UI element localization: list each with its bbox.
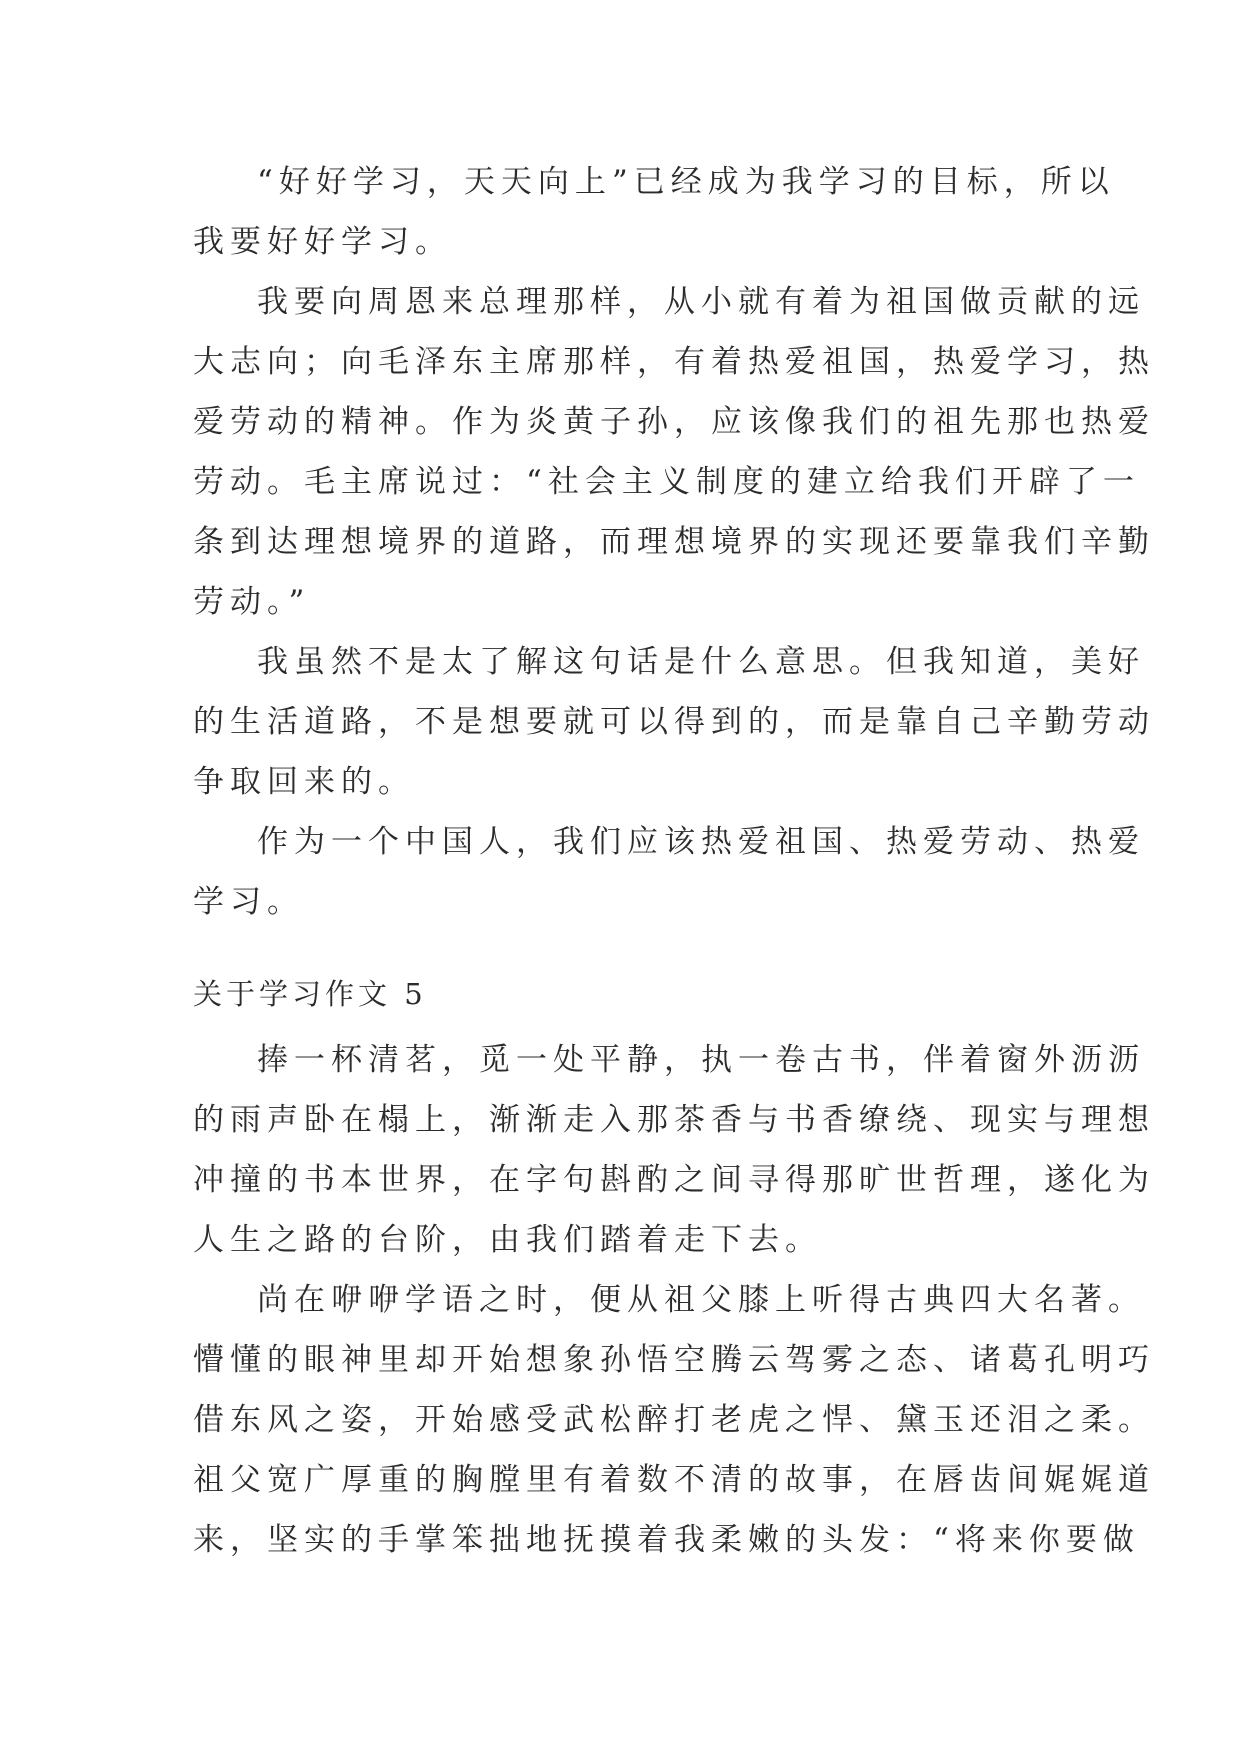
- text-line: 来，坚实的手掌笨拙地抚摸着我柔嫩的头发：“将来你要做: [193, 1522, 1140, 1558]
- section-heading: 关于学习作文 5: [193, 977, 427, 1011]
- paragraph: [193, 632, 1155, 812]
- paragraph: [193, 1030, 1155, 1270]
- text-line: 冲撞的书本世界，在字句斟酌之间寻得那旷世哲理，遂化为: [193, 1162, 1155, 1198]
- text-line: 的生活道路，不是想要就可以得到的，而是靠自己辛勤劳动: [193, 704, 1155, 740]
- text-line: 爱劳动的精神。作为炎黄子孙，应该像我们的祖先那也热爱: [193, 404, 1155, 440]
- text-line: “好好学习，天天向上”已经成为我学习的目标，所以: [257, 164, 1115, 200]
- text-line: 劳动。毛主席说过：“社会主义制度的建立给我们开辟了一: [193, 464, 1140, 500]
- paragraph: [193, 812, 1145, 932]
- text-line: 大志向；向毛泽东主席那样，有着热爱祖国，热爱学习，热: [193, 344, 1155, 380]
- text-line: 的雨声卧在榻上，渐渐走入那茶香与书香缭绕、现实与理想: [193, 1102, 1155, 1138]
- text-line: 我要好好学习。: [193, 224, 452, 260]
- text-line: 我虽然不是太了解这句话是什么意思。但我知道，美好: [257, 644, 1145, 680]
- text-line: 劳动。”: [193, 584, 311, 620]
- paragraph: [193, 152, 1115, 272]
- text-line: 懵懂的眼神里却开始想象孙悟空腾云驾雾之态、诸葛孔明巧: [193, 1342, 1155, 1378]
- text-line: 学习。: [193, 884, 304, 920]
- text-line: 作为一个中国人，我们应该热爱祖国、热爱劳动、热爱: [257, 824, 1145, 860]
- text-line: 借东风之姿，开始感受武松醉打老虎之悍、黛玉还泪之柔。: [193, 1402, 1155, 1438]
- text-line: 捧一杯清茗，觅一处平静，执一卷古书，伴着窗外沥沥: [257, 1042, 1145, 1078]
- text-line: 人生之路的台阶，由我们踏着走下去。: [193, 1222, 822, 1258]
- text-line: 尚在咿咿学语之时，便从祖父膝上听得古典四大名著。: [257, 1282, 1145, 1318]
- text-line: 我要向周恩来总理那样，从小就有着为祖国做贡献的远: [257, 284, 1145, 320]
- text-line: 祖父宽广厚重的胸膛里有着数不清的故事，在唇齿间娓娓道: [193, 1462, 1155, 1498]
- text-line: 争取回来的。: [193, 764, 415, 800]
- paragraph: [193, 272, 1155, 632]
- text-line: 条到达理想境界的道路，而理想境界的实现还要靠我们辛勤: [193, 524, 1155, 560]
- paragraph: [193, 1270, 1155, 1570]
